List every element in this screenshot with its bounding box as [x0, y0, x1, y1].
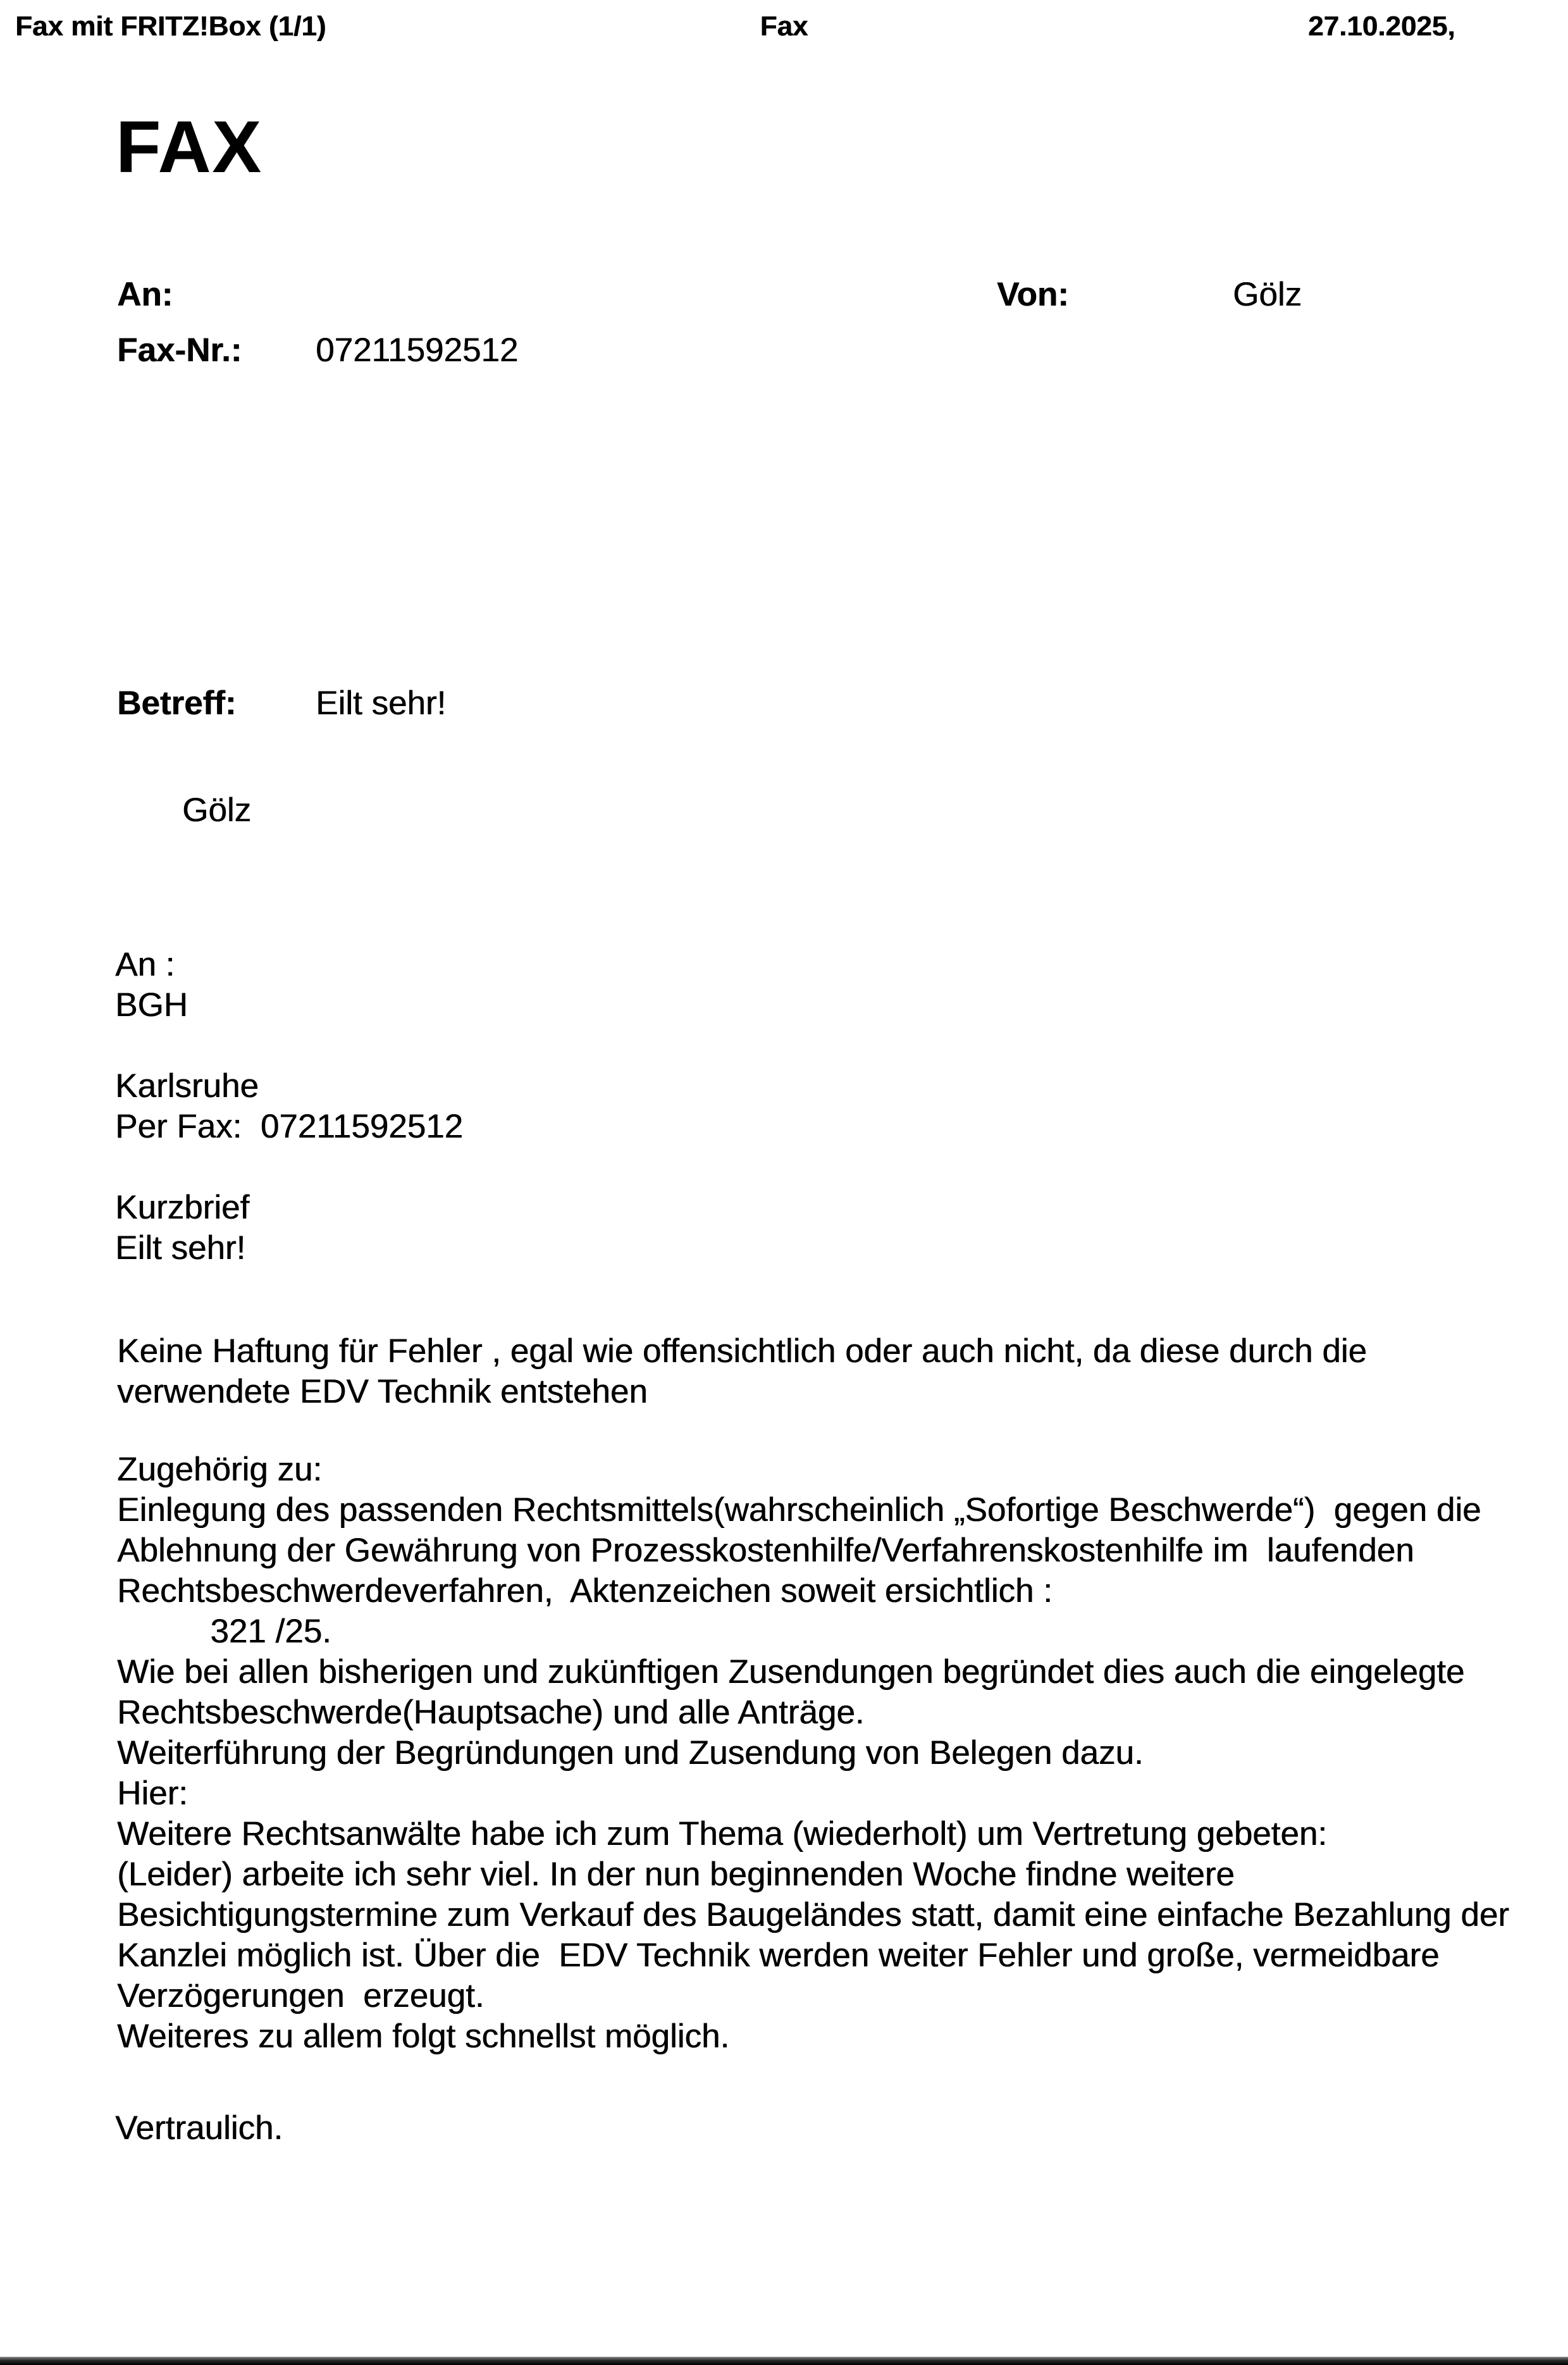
from-value: Gölz — [1233, 276, 1302, 313]
text-line: Einlegung des passenden Rechtsmittels(wahrscheinlich „Sofortige Beschwerde“) gegen die — [117, 1491, 1481, 1529]
disclaimer-paragraph — [117, 1331, 1367, 1412]
subject-value: Eilt sehr! — [316, 685, 447, 722]
fax-number-label: Fax-Nr.: — [117, 332, 242, 369]
to-label: An: — [117, 276, 173, 313]
text-line: BGH — [115, 986, 188, 1024]
text-line: verwendete EDV Technik entstehen — [117, 1373, 648, 1410]
text-line: Besichtigungstermine zum Verkauf des Baugeländes statt, damit eine einfache Bezahlung der — [117, 1896, 1509, 1934]
text-line: Kurzbrief — [115, 1189, 250, 1226]
text-line: Keine Haftung für Fehler , egal wie offensichtlich oder auch nicht, da diese durch die — [117, 1332, 1367, 1370]
header-date: 27.10.2025, — [1308, 11, 1455, 42]
text-line: (Leider) arbeite ich sehr viel. In der nun beginnenden Woche findne weitere — [117, 1856, 1235, 1893]
footer-scan-bar — [0, 2357, 1568, 2365]
text-line: Ablehnung der Gewährung von Prozesskostenhilfe/Verfahrenskostenhilfe im laufenden — [117, 1532, 1414, 1569]
from-label: Von: — [997, 276, 1069, 313]
text-line: Kanzlei möglich ist. Über die EDV Technik werden weiter Fehler und große, vermeidbare — [117, 1937, 1440, 1974]
text-line — [115, 1148, 463, 1188]
text-line: Verzögerungen erzeugt. — [117, 1977, 485, 2014]
text-line: Weiterführung der Begründungen und Zusendung von Belegen dazu. — [117, 1734, 1144, 1772]
sender-name: Gölz — [182, 791, 251, 829]
header-doc-type: Fax — [760, 11, 808, 42]
text-line: Rechtsbeschwerde(Hauptsache) und alle Anträge. — [117, 1694, 865, 1731]
text-line: Per Fax: 07211592512 — [115, 1108, 464, 1145]
recipient-block — [115, 945, 463, 1269]
header-app-title: Fax mit FRITZ!Box (1/1) — [15, 11, 326, 42]
text-line: Eilt sehr! — [115, 1229, 246, 1267]
body-paragraph — [117, 1449, 1509, 2057]
text-line: Karlsruhe — [115, 1067, 259, 1105]
text-line: Rechtsbeschwerdeverfahren, Aktenzeichen soweit ersichtlich : — [117, 1572, 1053, 1610]
subject-label: Betreff: — [117, 685, 237, 722]
text-line: Zugehörig zu: — [117, 1451, 323, 1488]
text-line — [115, 1026, 463, 1067]
text-line: Wie bei allen bisherigen und zukünftigen Zusendungen begründet dies auch die eingelegte — [117, 1653, 1465, 1691]
fax-number-value: 07211592512 — [316, 332, 519, 369]
closing-note: Vertraulich. — [115, 2109, 283, 2147]
text-line: Hier: — [117, 1775, 188, 1812]
text-line: Weiteres zu allem folgt schnellst möglich. — [117, 2018, 730, 2055]
text-line: 321 /25. — [117, 1613, 331, 1650]
text-line: Weitere Rechtsanwälte habe ich zum Thema (wiederholt) um Vertretung gebeten: — [117, 1815, 1327, 1853]
fax-title: FAX — [116, 106, 262, 188]
text-line: An : — [115, 946, 175, 983]
